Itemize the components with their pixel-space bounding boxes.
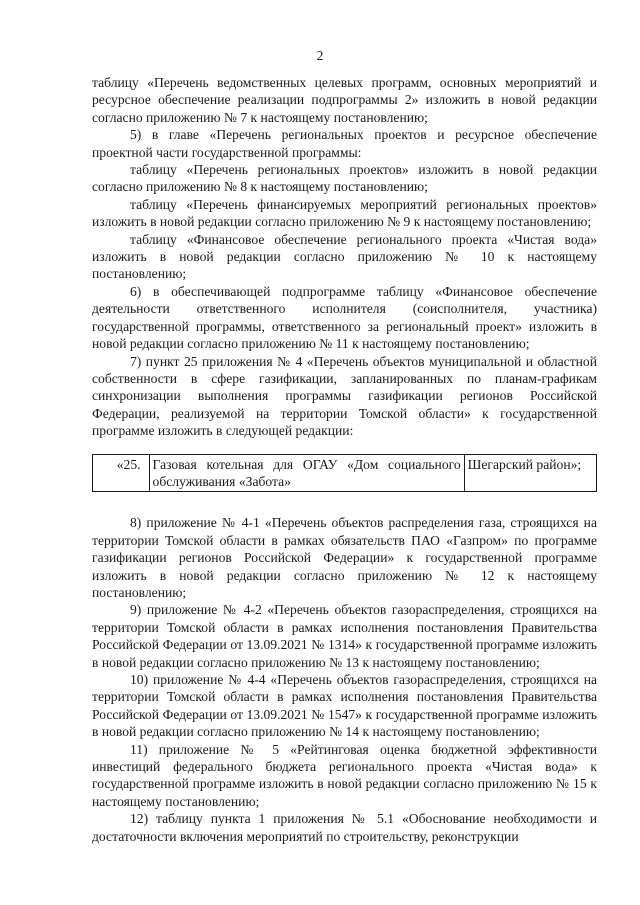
paragraph: 11) приложение № 5 «Рейтинговая оценка бюджетной эффективности инвестиций федерального бюджета регионального проекта «Чистая вода» к государственной программе изложить в новой редакции согласно приложению № 15 к настоящему постановлению;	[92, 741, 597, 809]
paragraph: таблицу «Перечень финансируемых мероприятий региональных проектов» изложить в новой редакции согласно приложению № 9 к настоящему постановлению;	[92, 196, 597, 230]
paragraph: 10) приложение № 4-4 «Перечень объектов газораспределения, строящихся на территории Томской области в рамках исполнения постановления Правительства Российской Федерации от 13.09.2021 № 1547» к государственной программе изложить в новой редакции согласно приложению № 14 к настоящему постановлению;	[92, 672, 597, 740]
paragraphs-before-table	[92, 74, 597, 440]
paragraph: 7) пункт 25 приложения № 4 «Перечень объектов муниципальной и областной собственности в сфере газификации, запланированных по планам-графикам синхронизации выполнения программы газификации регионов Российской Федерации, реализуемой на территории Томской области» к государственной программе изложить в следующей редакции:	[92, 353, 597, 439]
table-cell-number: «25.	[93, 454, 150, 492]
inserted-table	[92, 454, 597, 493]
paragraphs-after-table	[92, 514, 597, 845]
paragraph: таблицу «Перечень ведомственных целевых программ, основных мероприятий и ресурсное обеспечение реализации подпрограммы 2» изложить в новой редакции согласно приложению № 7 к настоящему постановлению;	[92, 75, 597, 125]
table-row	[93, 454, 597, 492]
table-cell-district: Шегарский район»;	[464, 454, 596, 492]
paragraph: 5) в главе «Перечень региональных проектов и ресурсное обеспечение проектной части государственной программы:	[92, 127, 597, 160]
page-number: 2	[316, 48, 324, 63]
paragraph: таблицу «Перечень региональных проектов» изложить в новой редакции согласно приложению № 8 к настоящему постановлению;	[92, 162, 597, 195]
paragraph: 9) приложение № 4-2 «Перечень объектов газораспределения, строящихся на территории Томской области в рамках исполнения постановления Правительства Российской Федерации от 13.09.2021 № 1314» к государственной программе изложить в новой редакции согласно приложению № 13 к настоящему постановлению;	[92, 602, 597, 670]
paragraph: 6) в обеспечивающей подпрограмме таблицу «Финансовое обеспечение деятельности ответственного исполнителя (соисполнителя, участника) государственной программы, ответственного за региональный проект» изложить в новой редакции согласно приложению № 11 к настоящему постановлению;	[92, 283, 597, 352]
document-body	[92, 74, 597, 845]
paragraph: 12) таблицу пункта 1 приложения № 5.1 «Обоснование необходимости и достаточности включения мероприятий по строительству, реконструкции	[92, 811, 597, 844]
paragraph: 8) приложение № 4-1 «Перечень объектов распределения газа, строящихся на территории Томской области в рамках обязательств ПАО «Газпром» по программе газификации регионов Российской Федерации» к государственной программе изложить в новой редакции согласно приложению № 12 к настоящему постановлению;	[92, 515, 597, 600]
table-cell-object: Газовая котельная для ОГАУ «Дом социального обслуживания «Забота»	[149, 454, 464, 492]
paragraph: таблицу «Финансовое обеспечение регионального проекта «Чистая вода» изложить в новой редакции согласно приложению № 10 к настоящему постановлению;	[92, 231, 597, 282]
